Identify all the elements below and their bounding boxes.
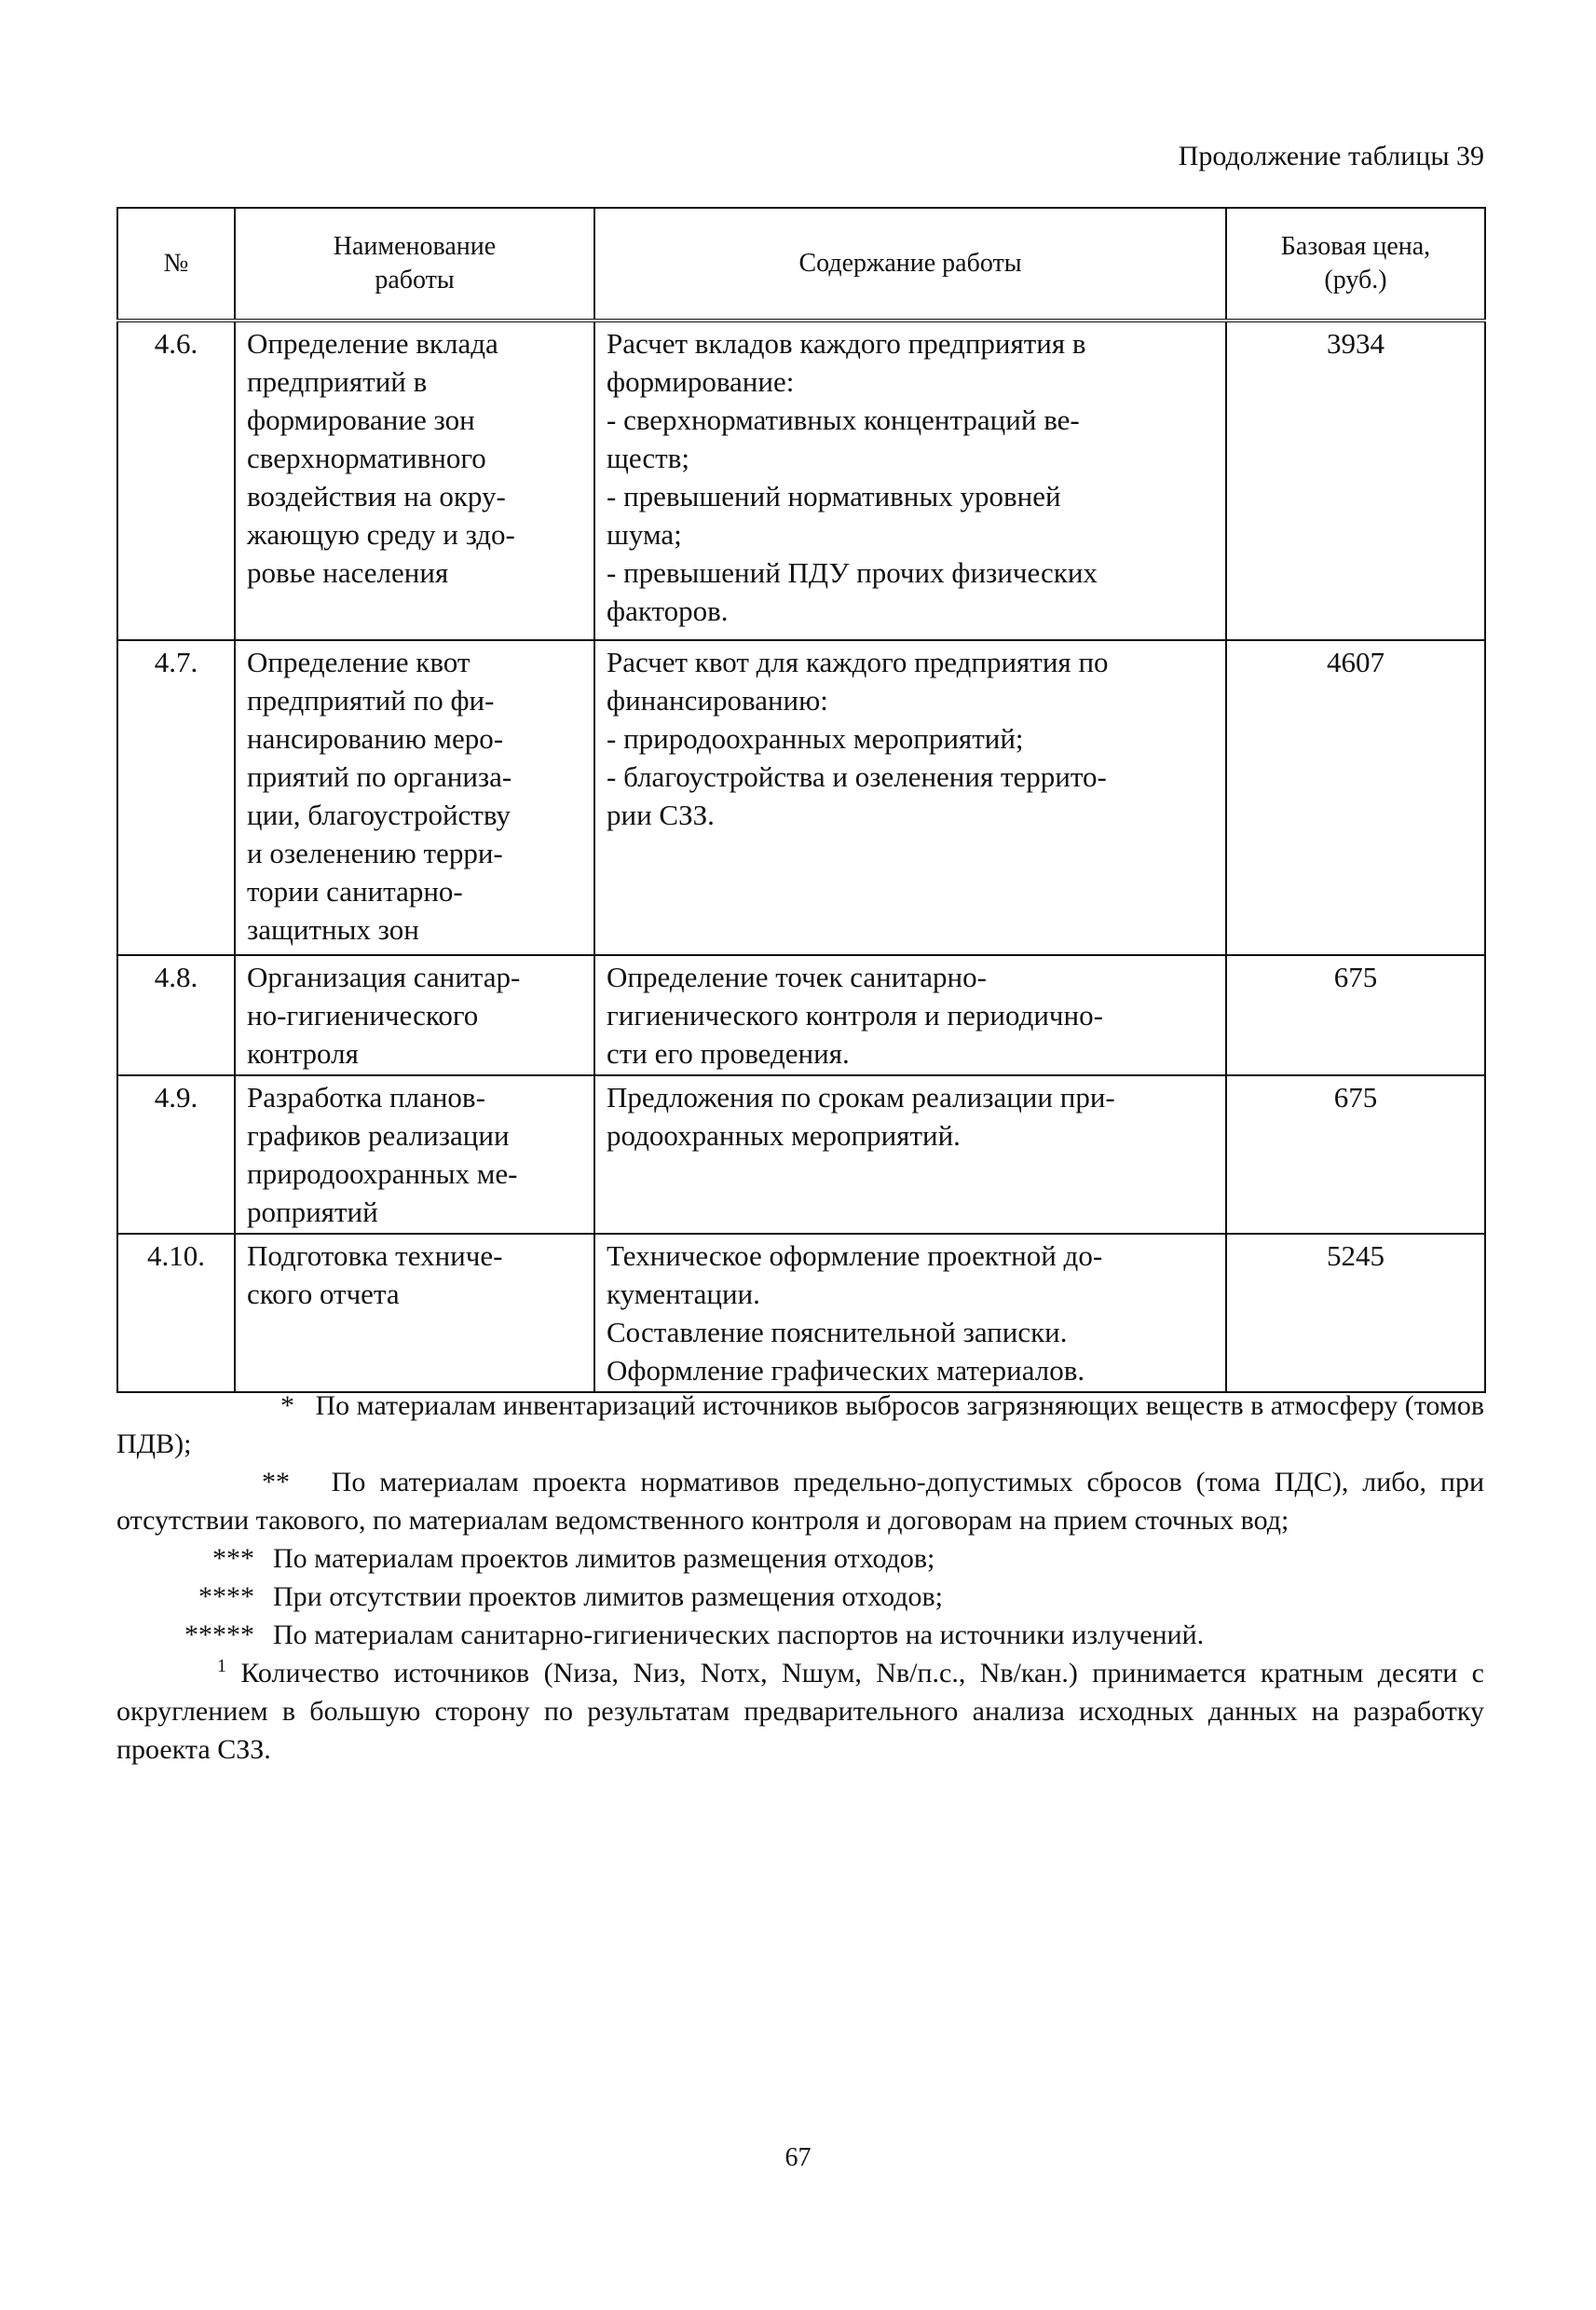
work-price-table [116,207,1486,1393]
table-row [117,955,1485,1075]
footnote-mark: ***** [184,1620,254,1650]
row-price: 4607 [1226,640,1485,955]
footnotes [116,1387,1484,1769]
row-name: Организация санитар- но-гигиенического контроля [235,955,594,1075]
row-price: 675 [1226,1075,1485,1234]
page-number: 67 [784,2143,812,2172]
row-name: Подготовка техниче- ского отчета [235,1234,594,1392]
row-num: 4.10. [117,1234,235,1392]
footnote-1 [116,1387,1484,1463]
table-row [117,321,1485,640]
row-num: 4.6. [117,321,235,640]
row-content: Предложения по срокам реализации при- родоохранных мероприятий. [594,1075,1226,1234]
row-name: Определение квот предприятий по фи- нансированию меро- приятий по организа- ции, благоустройству и озеленению терри- тории санитарно- защитных зон [235,640,594,955]
footnote-2 [116,1463,1484,1539]
row-price: 5245 [1226,1234,1485,1392]
header-name: Наименование работы [235,208,594,321]
footnote-mark: ** [262,1467,290,1497]
row-num: 4.7. [117,640,235,955]
footnote-mark: *** [212,1543,254,1574]
row-price: 675 [1226,955,1485,1075]
header-num: № [117,208,235,321]
row-content: Расчет вкладов каждого предприятия в формирование: - сверхнормативных концентраций ве- ществ; - превышений нормативных уровней шума; - превышений ПДУ прочих физических факторов. [594,321,1226,640]
row-name: Разработка планов- графиков реализации природоохранных ме- роприятий [235,1075,594,1234]
footnote-3 [116,1539,1484,1578]
footnote-text: Количество источников (Nиза, Nиз, Nотх, Nшум, Nв/п.с., Nв/кан.) принимается кратным десяти с округлением в большую сторону по результатам предварительного анализа исходных данных на разработку проекта СЗЗ. [116,1658,1485,1765]
footnote-5 [116,1616,1484,1654]
row-num: 4.8. [117,955,235,1075]
footnote-text: По материалам проекта нормативов предельно-допустимых сбросов (тома ПДС), либо, при отсутствии такового, по материалам ведомственного контроля и договорам на прием сточных вод; [116,1467,1485,1536]
footnote-6 [116,1654,1484,1769]
table-row [117,1234,1485,1392]
footnote-text: По материалам проектов лимитов размещения отходов; [273,1543,935,1574]
table-header-row [117,208,1485,321]
footnote-mark: * [280,1390,294,1421]
row-price: 3934 [1226,321,1485,640]
table-row [117,640,1485,955]
row-name: Определение вклада предприятий в формирование зон сверхнормативного воздействия на окру- жающую среду и здо- ровье населения [235,321,594,640]
header-price: Базовая цена, (руб.) [1226,208,1485,321]
header-content: Содержание работы [594,208,1226,321]
footnote-4 [116,1578,1484,1616]
row-num: 4.9. [117,1075,235,1234]
footnote-text: По материалам санитарно-гигиенических паспортов на источники излучений. [273,1620,1205,1650]
row-content: Расчет квот для каждого предприятия по финансированию: - природоохранных мероприятий; - благоустройства и озеленения террито- рии СЗЗ. [594,640,1226,955]
row-content: Определение точек санитарно- гигиенического контроля и периодично- сти его проведения. [594,955,1226,1075]
footnote-mark: **** [198,1581,254,1612]
table-row [117,1075,1485,1234]
table-caption: Продолжение таблицы 39 [1178,141,1484,171]
footnote-text: По материалам инвентаризаций источников выбросов загрязняющих веществ в атмосферу (томов ПДВ); [116,1390,1485,1459]
row-content: Техническое оформление проектной до- кументации. Составление пояснительной записки. Оформление графических материалов. [594,1234,1226,1392]
footnote-text: При отсутствии проектов лимитов размещения отходов; [273,1581,943,1612]
footnote-mark: 1 [217,1656,226,1676]
